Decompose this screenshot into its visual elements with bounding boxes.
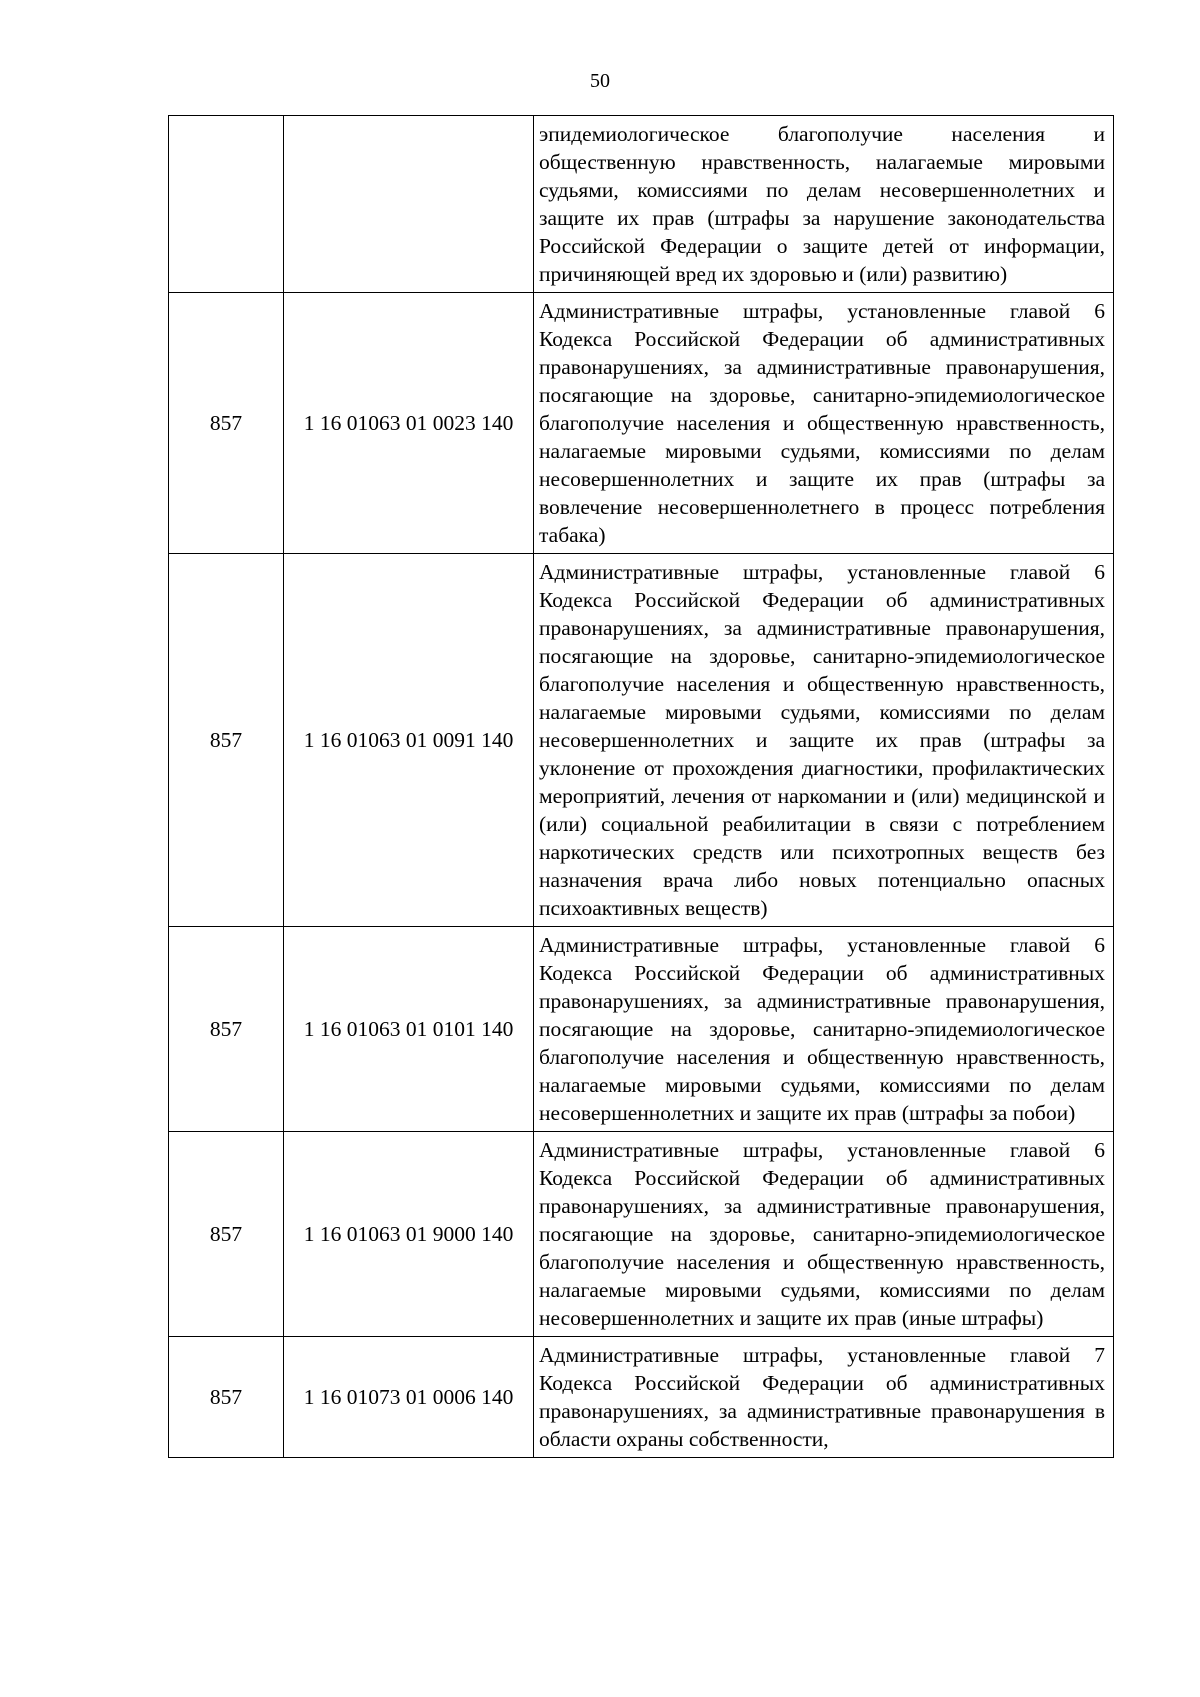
kbk-code-cell: 1 16 01073 01 0006 140 — [284, 1337, 534, 1458]
admin-code-cell: 857 — [169, 1337, 284, 1458]
table-row — [169, 927, 1114, 1132]
description-cell: Административные штрафы, установленные главой 6 Кодекса Российской Федерации об административных правонарушениях, за административные правонарушения, посягающие на здоровье, санитарно-эпидемиологическое благополучие населения и общественную нравственность, налагаемые мировыми судьями, комиссиями по делам несовершеннолетних и защите их прав (штрафы за уклонение от прохождения диагностики, профилактических мероприятий, лечения от наркомании и (или) медицинской и (или) социальной реабилитации в связи с потреблением наркотических средств или психотропных веществ без назначения врача либо новых потенциально опасных психоактивных веществ) — [534, 554, 1114, 927]
description-cell: эпидемиологическое благополучие населения и общественную нравственность, налагаемые мировыми судьями, комиссиями по делам несовершеннолетних и защите их прав (штрафы за нарушение законодательства Российской Федерации о защите детей от информации, причиняющей вред их здоровью и (или) развитию) — [534, 116, 1114, 293]
table-row — [169, 116, 1114, 293]
table-row — [169, 293, 1114, 554]
kbk-code-cell: 1 16 01063 01 0091 140 — [284, 554, 534, 927]
page-number: 50 — [590, 70, 610, 92]
description-cell: Административные штрафы, установленные главой 6 Кодекса Российской Федерации об административных правонарушениях, за административные правонарушения, посягающие на здоровье, санитарно-эпидемиологическое благополучие населения и общественную нравственность, налагаемые мировыми судьями, комиссиями по делам несовершеннолетних и защите их прав (иные штрафы) — [534, 1132, 1114, 1337]
admin-code-cell — [169, 116, 284, 293]
admin-code-cell: 857 — [169, 927, 284, 1132]
kbk-code-cell: 1 16 01063 01 0101 140 — [284, 927, 534, 1132]
kbk-code-cell: 1 16 01063 01 9000 140 — [284, 1132, 534, 1337]
admin-code-cell: 857 — [169, 1132, 284, 1337]
budget-code-table — [168, 115, 1114, 1458]
table-row — [169, 554, 1114, 927]
description-cell: Административные штрафы, установленные главой 6 Кодекса Российской Федерации об административных правонарушениях, за административные правонарушения, посягающие на здоровье, санитарно-эпидемиологическое благополучие населения и общественную нравственность, налагаемые мировыми судьями, комиссиями по делам несовершеннолетних и защите их прав (штрафы за вовлечение несовершеннолетнего в процесс потребления табака) — [534, 293, 1114, 554]
table-row — [169, 1337, 1114, 1458]
admin-code-cell: 857 — [169, 293, 284, 554]
kbk-code-cell — [284, 116, 534, 293]
description-cell: Административные штрафы, установленные главой 7 Кодекса Российской Федерации об административных правонарушениях, за административные правонарушения в области охраны собственности, — [534, 1337, 1114, 1458]
description-cell: Административные штрафы, установленные главой 6 Кодекса Российской Федерации об административных правонарушениях, за административные правонарушения, посягающие на здоровье, санитарно-эпидемиологическое благополучие населения и общественную нравственность, налагаемые мировыми судьями, комиссиями по делам несовершеннолетних и защите их прав (штрафы за побои) — [534, 927, 1114, 1132]
table-row — [169, 1132, 1114, 1337]
admin-code-cell: 857 — [169, 554, 284, 927]
kbk-code-cell: 1 16 01063 01 0023 140 — [284, 293, 534, 554]
